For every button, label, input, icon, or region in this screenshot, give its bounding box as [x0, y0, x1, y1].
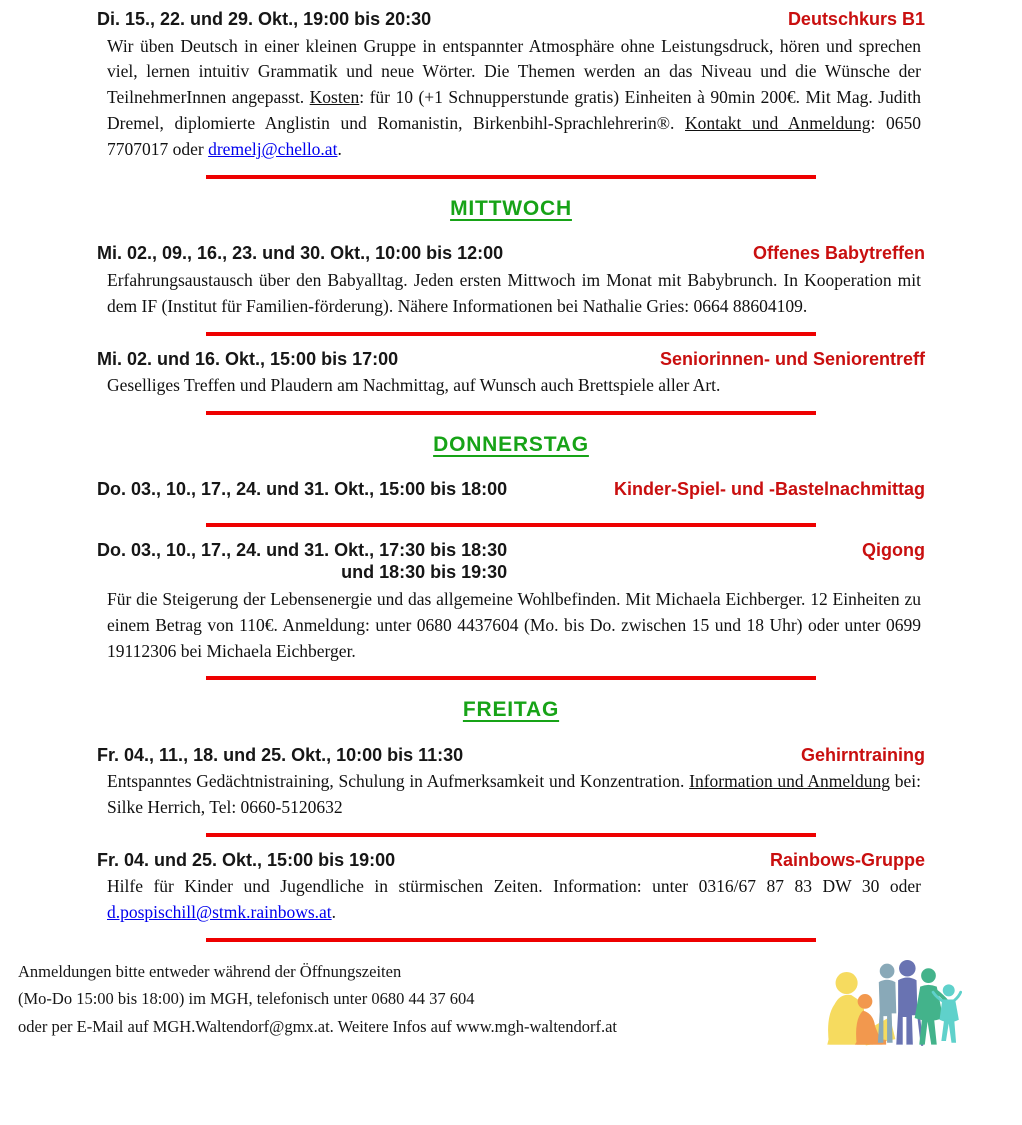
event-title: Seniorinnen- und Seniorentreff — [659, 348, 925, 369]
event-date-line2: und 18:30 bis 19:30 — [341, 562, 508, 583]
family-silhouettes-icon — [814, 960, 962, 1057]
footer-line: (Mo-Do 15:00 bis 18:00) im MGH, telefonisch unter 0680 44 37 604 — [18, 989, 475, 1009]
event-date: Fr. 04., 11., 18. und 25. Okt., 10:00 bis 11:30 — [97, 744, 464, 765]
event-description — [107, 874, 921, 926]
email-link-rainbows[interactable]: d.pospischill@stmk.rainbows.at — [107, 902, 332, 923]
event-date: Di. 15., 22. und 29. Okt., 19:00 bis 20:30 — [97, 9, 432, 29]
event-title: Gehirntraining — [800, 744, 925, 765]
desc-text: Entspanntes Gedächtnistraining, Schulung in Aufmerksamkeit und Konzentration. — [107, 771, 690, 792]
separator-line — [206, 676, 816, 680]
event-description: Geselliges Treffen und Plaudern am Nachmittag, auf Wunsch auch Brettspiele aller Art. — [107, 375, 721, 396]
event-header — [97, 478, 925, 501]
event-description — [107, 769, 921, 821]
desc-underlined-text: Kosten — [309, 87, 360, 108]
desc-text: . — [337, 139, 342, 160]
event-date — [97, 539, 507, 584]
event-description: Erfahrungsaustausch über den Babyalltag. Jeden ersten Mittwoch im Monat mit Babybrunch. In Kooperation mit dem IF (Institut für Familien-förderung). Nähere Informationen bei Nathalie Gries: 0664 88604109. — [107, 269, 921, 316]
desc-text: : für 10 (+1 Schnupperstunde gratis) Einheiten à 90min 200€. Mit Mag. Judith Dremel, diplomierte Anglistin und Romanistin, Birkenbihl-Sprachlehrerin®. — [107, 87, 921, 134]
separator-line — [206, 411, 816, 415]
desc-text: Wir üben Deutsch in einer kleinen Gruppe in entspannter Atmosphäre ohne Leistungsdruck, hören und sprechen viel, lernen intuitiv Grammatik und neue Wörter. Die Themen werden an das Niveau und die Wünsche der TeilnehmerInnen angepasst. — [107, 35, 921, 108]
separator-line — [206, 523, 816, 527]
footer-line: oder per E-Mail auf MGH.Waltendorf@gmx.at. Weitere Infos auf www.mgh-waltendorf.at — [18, 1016, 618, 1036]
separator-line — [206, 938, 816, 942]
day-heading-mittwoch: MITTWOCH — [450, 196, 572, 220]
event-date: Mi. 02., 09., 16., 23. und 30. Okt., 10:00 bis 12:00 — [97, 243, 504, 264]
desc-text: bei: Silke Herrich, Tel: 0660-5120632 — [107, 771, 921, 818]
event-header — [97, 242, 925, 265]
event-header — [97, 8, 925, 31]
desc-text: Hilfe für Kinder und Jugendliche in stürmischen Zeiten. Information: unter 0316/67 87 83 DW 30 oder — [107, 876, 921, 897]
email-link-dremel[interactable]: dremelj@chello.at — [208, 139, 338, 160]
event-title: Offenes Babytreffen — [752, 243, 925, 264]
footer — [0, 954, 1022, 1057]
footer-line: Anmeldungen bitte entweder während der Öffnungszeiten — [18, 962, 402, 982]
event-seniorentreff — [97, 348, 925, 415]
event-title: Kinder-Spiel- und -Bastelnachmittag — [613, 479, 925, 500]
event-kinderspiel — [97, 478, 925, 527]
separator-line — [206, 332, 816, 336]
separator-line — [206, 175, 816, 179]
desc-text: . — [331, 902, 337, 923]
day-heading-donnerstag: DONNERSTAG — [433, 432, 589, 456]
event-header — [97, 744, 925, 767]
event-rainbows — [97, 849, 925, 942]
event-date: Mi. 02. und 16. Okt., 15:00 bis 17:00 — [97, 348, 399, 369]
desc-underlined-text: Information und Anmeldung — [689, 771, 891, 792]
event-header — [97, 539, 925, 584]
event-title: Qigong — [862, 539, 925, 560]
event-date-line1: Do. 03., 10., 17., 24. und 31. Okt., 17:30 bis 18:30 — [97, 539, 508, 560]
event-description — [107, 34, 921, 163]
separator-line — [206, 833, 816, 837]
event-description: Für die Steigerung der Lebensenergie und das allgemeine Wohlbefinden. Mit Michaela Eichberger. 12 Einheiten zu einem Betrag von 110€. Anmeldung: unter 0680 4437604 (Mo. bis Do. zwischen 15 und 18 Uhr) oder unter 0699 19112306 bei Michaela Eichberger. — [107, 588, 921, 661]
desc-underlined-text: Kontakt und Anmeldung — [685, 113, 871, 134]
event-deutschkurs — [97, 8, 925, 179]
event-babytreffen — [97, 242, 925, 335]
desc-text: : 0650 7707017 oder — [107, 113, 921, 160]
day-heading-freitag: FREITAG — [462, 698, 560, 722]
footer-text — [18, 958, 617, 1040]
event-title: Rainbows-Gruppe — [769, 849, 925, 870]
event-header — [97, 849, 925, 872]
event-date: Fr. 04. und 25. Okt., 15:00 bis 19:00 — [97, 849, 396, 870]
event-qigong — [97, 539, 925, 681]
event-header — [97, 348, 925, 371]
event-gehirntraining — [97, 744, 925, 837]
event-title: Deutschkurs B1 — [787, 9, 925, 29]
event-date: Do. 03., 10., 17., 24. und 31. Okt., 15:00 bis 18:00 — [97, 479, 508, 500]
